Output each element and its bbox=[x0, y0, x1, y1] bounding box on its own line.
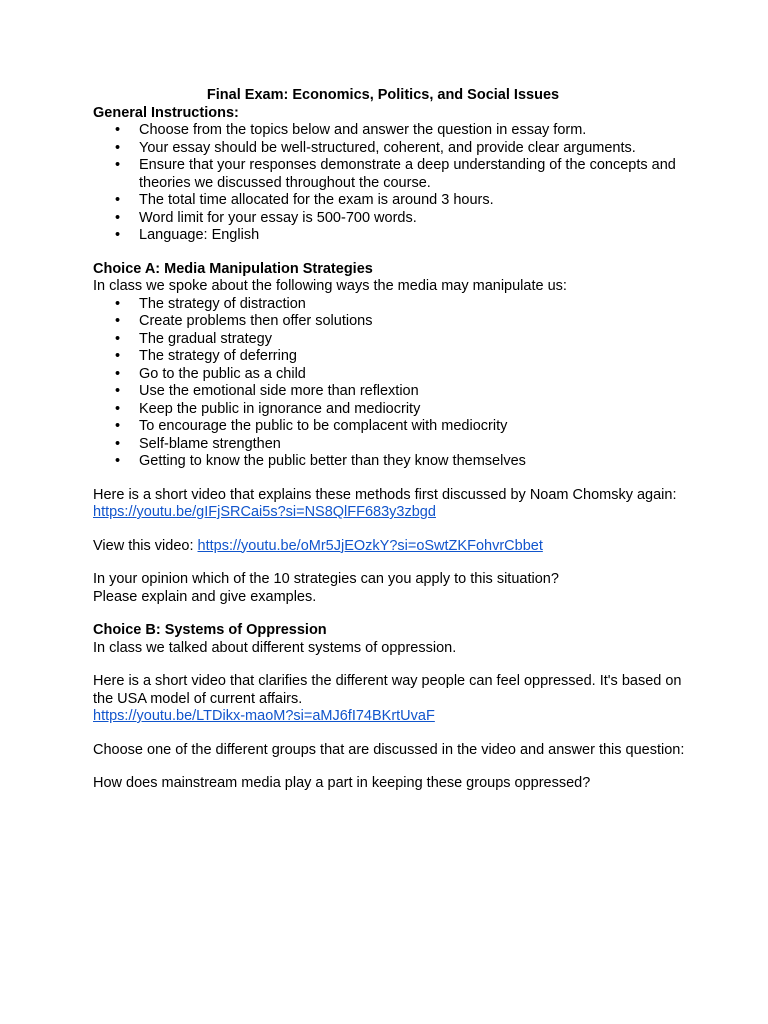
choice-a-question-line-1: In your opinion which of the 10 strategies can you apply to this situation? bbox=[93, 571, 559, 587]
bullet-icon: • bbox=[115, 348, 121, 364]
list-item: • Choose from the topics below and answer the question in essay form. bbox=[115, 122, 587, 138]
bullet-icon: • bbox=[115, 453, 121, 469]
document-page bbox=[93, 87, 693, 793]
bullet-icon: • bbox=[115, 313, 121, 329]
choice-a-intro: In class we spoke about the following ways the media may manipulate us: bbox=[93, 278, 567, 294]
chomsky-video-link[interactable]: https://youtu.be/gIFjSRCai5s?si=NS8QlFF683y3zbgd bbox=[93, 504, 436, 520]
bullet-icon: • bbox=[115, 157, 121, 173]
page-title: Final Exam: Economics, Politics, and Social Issues bbox=[206, 87, 560, 103]
bullet-icon: • bbox=[115, 365, 121, 382]
list-item: • The gradual strategy bbox=[115, 330, 272, 347]
bullet-icon: • bbox=[115, 295, 121, 312]
list-item: • Go to the public as a child bbox=[115, 365, 306, 382]
choice-b-intro: In class we talked about different systems of oppression. bbox=[93, 639, 457, 656]
bullet-icon: • bbox=[115, 383, 121, 399]
bullet-icon: • bbox=[115, 227, 121, 243]
list-item: • Language: English bbox=[115, 227, 260, 243]
list-item: • Keep the public in ignorance and mediocrity bbox=[115, 400, 421, 417]
choice-b-question: How does mainstream media play a part in keeping these groups oppressed? bbox=[93, 775, 591, 791]
view-video-link[interactable]: https://youtu.be/oMr5JjEOzkY?si=oSwtZKFohvrCbbet bbox=[197, 537, 543, 554]
oppression-video-link[interactable]: https://youtu.be/LTDikx-maoM?si=aMJ6fI74BKrtUvaF bbox=[93, 708, 435, 724]
list-item: • Use the emotional side more than reflextion bbox=[115, 383, 419, 399]
list-item: • Word limit for your essay is 500-700 words. bbox=[115, 209, 417, 226]
choice-a-list bbox=[93, 296, 693, 471]
bullet-icon: • bbox=[115, 122, 121, 138]
choice-a-video-text: Here is a short video that explains these methods first discussed by Noam Chomsky again: bbox=[93, 486, 677, 503]
choice-a-question-line-2: Please explain and give examples. bbox=[93, 588, 317, 605]
list-item: • The strategy of distraction bbox=[115, 295, 306, 312]
list-item: • The total time allocated for the exam is around 3 hours. bbox=[115, 192, 494, 208]
list-item: • Getting to know the public better than they know themselves bbox=[115, 453, 526, 469]
choice-b-video-text: Here is a short video that clarifies the different way people can feel oppressed. It's based on the USA model of current affairs. bbox=[93, 673, 682, 707]
general-instructions-list bbox=[93, 122, 693, 245]
list-item: • The strategy of deferring bbox=[115, 348, 297, 364]
bullet-icon: • bbox=[115, 435, 121, 452]
view-video-label: View this video: bbox=[93, 537, 198, 554]
list-item: • Self-blame strengthen bbox=[115, 435, 281, 452]
list-item: • Your essay should be well-structured, coherent, and provide clear arguments. bbox=[115, 139, 636, 156]
choice-b-instruction: Choose one of the different groups that are discussed in the video and answer this question: bbox=[93, 741, 685, 758]
list-item: • Create problems then offer solutions bbox=[115, 313, 373, 329]
bullet-icon: • bbox=[115, 418, 121, 434]
list-item: • Ensure that your responses demonstrate a deep understanding of the concepts and theories we discussed throughout the course. bbox=[115, 157, 676, 191]
view-video-line bbox=[93, 538, 693, 556]
bullet-icon: • bbox=[115, 330, 121, 347]
general-instructions-heading: General Instructions: bbox=[93, 104, 239, 121]
choice-b-heading: Choice B: Systems of Oppression bbox=[93, 622, 327, 638]
bullet-icon: • bbox=[115, 139, 121, 156]
choice-a-heading: Choice A: Media Manipulation Strategies bbox=[93, 260, 373, 277]
bullet-icon: • bbox=[115, 192, 121, 208]
list-item: • To encourage the public to be complacent with mediocrity bbox=[115, 418, 508, 434]
bullet-icon: • bbox=[115, 209, 121, 226]
bullet-icon: • bbox=[115, 400, 121, 417]
